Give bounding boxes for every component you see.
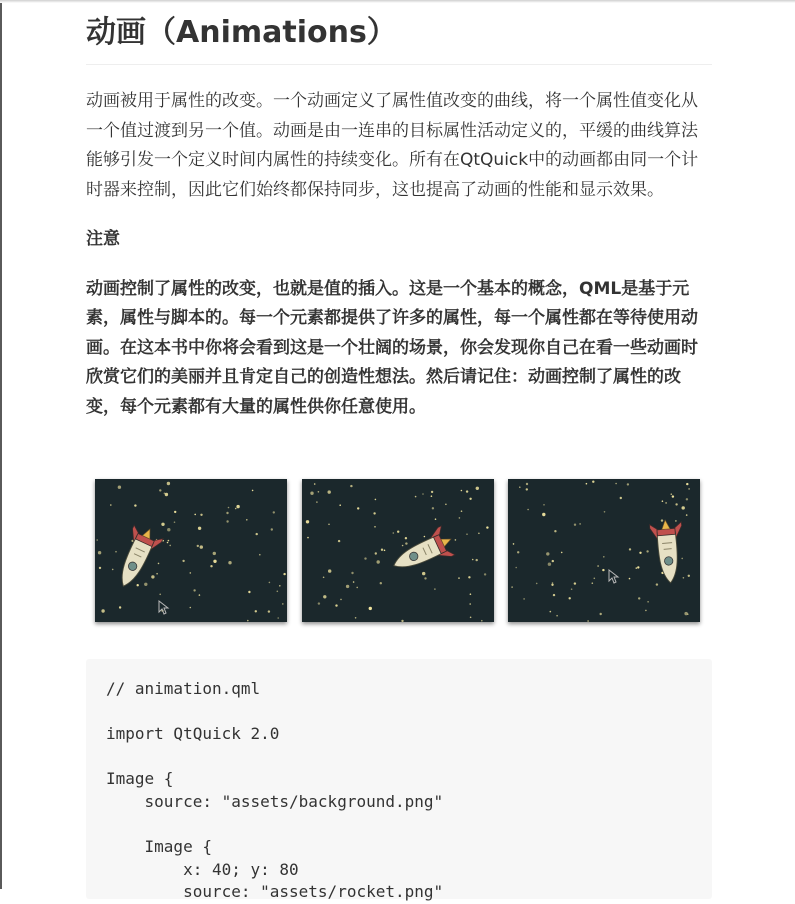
star (182, 560, 184, 562)
star (190, 572, 192, 574)
star (255, 610, 257, 612)
star (686, 514, 688, 516)
star (228, 507, 230, 509)
star (684, 612, 687, 615)
star (671, 493, 673, 495)
star (306, 520, 309, 523)
star (318, 491, 320, 493)
star (380, 582, 382, 584)
star (144, 583, 147, 586)
star (194, 514, 196, 516)
star (550, 611, 552, 613)
star (350, 485, 352, 487)
star (415, 496, 417, 498)
star (686, 498, 688, 500)
star (431, 491, 433, 493)
star (159, 489, 161, 491)
star (119, 606, 121, 608)
star (682, 506, 685, 509)
star (161, 523, 164, 526)
rocket-frame-start (95, 479, 287, 622)
star (552, 560, 554, 562)
star (469, 603, 471, 605)
star (397, 531, 399, 533)
star (486, 526, 488, 528)
star (351, 572, 353, 574)
star (620, 497, 622, 499)
star (637, 566, 639, 568)
star (445, 504, 447, 506)
star (636, 567, 638, 569)
star (307, 537, 309, 539)
star (115, 551, 117, 553)
star (98, 551, 101, 554)
rocket-frame-end (508, 479, 700, 622)
star (318, 602, 320, 604)
star (466, 533, 468, 535)
star (246, 519, 248, 521)
star (629, 548, 631, 550)
note-paragraph: 动画控制了属性的改变，也就是值的插入。这是一个基本的概念，QML是基于元素，属性与脚本的。每一个元素都提供了许多的属性，每一个属性都在等待使用动画。在这本书中你将会看到这是一个壮阔的场景，你会发现你自己在看一些动画时欣赏它们的美丽并且肯定自己的创造性想法。然后请记住：动画控制了属性的改变，每个元素都有大量的属性供你任意使用。 (86, 278, 698, 417)
article (86, 0, 712, 422)
star (228, 561, 231, 564)
star (688, 575, 690, 577)
code-block (86, 659, 712, 902)
star (200, 545, 203, 548)
star (472, 559, 474, 561)
title-divider (86, 64, 712, 65)
star (282, 603, 284, 605)
star (236, 505, 239, 508)
star (527, 509, 529, 511)
star (543, 504, 545, 506)
star (526, 488, 528, 490)
star (647, 601, 649, 603)
star (470, 593, 472, 595)
cursor-icon (159, 601, 168, 614)
star (167, 482, 170, 485)
star (574, 582, 576, 584)
star (210, 565, 212, 567)
window-left-border (0, 0, 2, 889)
star (268, 610, 270, 612)
star (247, 620, 249, 622)
star (536, 583, 538, 585)
star (476, 487, 479, 490)
star (517, 551, 519, 553)
code-line: Image { (106, 837, 212, 857)
star (328, 490, 331, 493)
star (198, 527, 201, 530)
star (597, 565, 599, 567)
star (256, 533, 258, 535)
star (248, 591, 250, 593)
rocket-frame-middle (302, 479, 494, 622)
star (513, 543, 515, 545)
star (405, 537, 407, 539)
rocket-image (109, 522, 165, 593)
star (602, 569, 604, 571)
star (461, 490, 463, 492)
star (579, 523, 581, 525)
star (356, 587, 358, 589)
star (167, 542, 169, 544)
star (165, 493, 168, 496)
star (515, 567, 517, 569)
star (587, 620, 589, 622)
star (338, 540, 340, 542)
star (101, 609, 104, 612)
star (283, 573, 285, 575)
star (639, 552, 641, 554)
star (638, 597, 640, 599)
star (323, 577, 325, 579)
star (592, 481, 594, 483)
star (310, 492, 313, 495)
star (226, 512, 228, 514)
code-line: Image { (106, 769, 174, 789)
star (213, 552, 216, 555)
star (235, 508, 237, 510)
star (569, 597, 571, 599)
star (277, 591, 279, 593)
code-text (106, 678, 443, 904)
note-label: 注意 (86, 229, 120, 249)
star (656, 583, 658, 585)
star (681, 558, 683, 560)
star (402, 545, 404, 547)
star (335, 604, 337, 606)
star (134, 504, 136, 506)
rocket-part (657, 528, 675, 536)
star (422, 572, 425, 575)
star (269, 582, 271, 584)
star (393, 532, 395, 534)
star (197, 545, 199, 547)
star (469, 498, 471, 500)
page-title: 动画（Animations） (86, 15, 397, 50)
star (401, 620, 403, 622)
star (603, 556, 605, 558)
star (683, 577, 685, 579)
star (466, 490, 468, 492)
star (328, 524, 330, 526)
star (99, 567, 101, 569)
star (169, 545, 171, 547)
rocket-image (387, 525, 458, 581)
star (646, 550, 648, 552)
space-scene (302, 479, 494, 622)
star (424, 577, 426, 579)
star (627, 483, 629, 485)
code-line: source: "assets/rocket.png" (106, 882, 444, 902)
star (519, 486, 521, 488)
star (459, 517, 461, 519)
star (168, 540, 170, 542)
star (686, 483, 688, 485)
star (193, 589, 195, 591)
star (316, 501, 318, 503)
star (594, 578, 596, 580)
star (615, 483, 617, 485)
star (199, 594, 201, 596)
star (353, 581, 355, 583)
star (434, 588, 436, 590)
star (661, 519, 663, 521)
star (554, 530, 556, 532)
star (675, 503, 677, 505)
space-scene (95, 479, 287, 622)
star (164, 493, 166, 495)
star (468, 576, 470, 578)
star (484, 573, 486, 575)
star (151, 575, 154, 578)
star (424, 536, 426, 538)
star (200, 514, 202, 516)
star (422, 493, 424, 495)
star (252, 490, 254, 492)
cursor-icon (609, 570, 618, 583)
star (381, 549, 383, 551)
star (340, 599, 342, 601)
code-line: // animation.qml (106, 679, 261, 698)
star (586, 483, 588, 485)
star (662, 500, 664, 502)
intro-paragraph: 动画被用于属性的改变。一个动画定义了属性值改变的曲线，将一个属性值变化从一个值过渡到另一个值。动画是由一连串的目标属性活动定义的，平缓的曲线算法能够引发一个定义时间内属性的持续变化。所有在QtQuick中的动画都由同一个计时器来控制，因此它们始终都保持同步，这也提高了动画的性能和显示效果。 (86, 91, 699, 200)
star (384, 550, 386, 552)
star (174, 511, 176, 513)
star (174, 521, 176, 523)
star (374, 526, 376, 528)
star-field (306, 483, 489, 622)
star (604, 511, 606, 513)
star (629, 578, 631, 580)
star (259, 554, 261, 556)
animation-figures (95, 479, 701, 623)
star (357, 507, 359, 509)
code-line: x: 40; y: 80 (106, 859, 299, 879)
star (561, 552, 563, 554)
star (574, 524, 576, 526)
star (213, 560, 216, 563)
star (548, 563, 551, 566)
star (688, 488, 690, 490)
star (328, 569, 331, 572)
star (432, 507, 434, 509)
star (369, 607, 372, 610)
star (553, 594, 555, 596)
star (375, 499, 377, 501)
star (159, 594, 161, 596)
star (112, 569, 114, 571)
star (110, 504, 112, 506)
star (323, 595, 326, 598)
star (431, 495, 433, 497)
star (273, 511, 275, 513)
star (675, 520, 677, 522)
star (526, 483, 528, 485)
rocket-part (664, 556, 673, 565)
rocket-image (649, 519, 686, 585)
star (277, 617, 279, 619)
star (96, 539, 98, 541)
star (355, 617, 357, 619)
star (556, 615, 558, 617)
star (346, 585, 349, 588)
star (156, 573, 158, 575)
star (600, 613, 602, 615)
star-field (96, 482, 285, 622)
star (375, 552, 377, 554)
star (118, 486, 121, 489)
star (455, 539, 457, 541)
star (470, 617, 472, 619)
star (461, 510, 463, 512)
star (645, 610, 647, 612)
star (373, 512, 375, 514)
code-line: source: "assets/background.png" (106, 791, 444, 811)
star (339, 504, 341, 506)
star (314, 483, 316, 485)
star (279, 585, 281, 587)
star (271, 528, 273, 530)
star (476, 559, 478, 561)
star (546, 552, 549, 555)
star (481, 620, 483, 622)
star (190, 607, 192, 609)
star (523, 598, 525, 600)
star (511, 586, 513, 588)
star (226, 520, 228, 522)
star (592, 582, 594, 584)
star (377, 560, 380, 563)
star (551, 584, 553, 586)
star (478, 533, 480, 535)
star (458, 577, 460, 579)
star (158, 563, 160, 565)
star (672, 495, 674, 497)
star (665, 502, 667, 504)
star (552, 582, 554, 584)
star (571, 588, 573, 590)
star (405, 542, 407, 544)
star (435, 518, 437, 520)
star (167, 528, 170, 531)
star (364, 557, 366, 559)
space-scene (508, 479, 700, 622)
star (137, 584, 139, 586)
code-line: import QtQuick 2.0 (106, 724, 280, 744)
star (542, 513, 545, 516)
